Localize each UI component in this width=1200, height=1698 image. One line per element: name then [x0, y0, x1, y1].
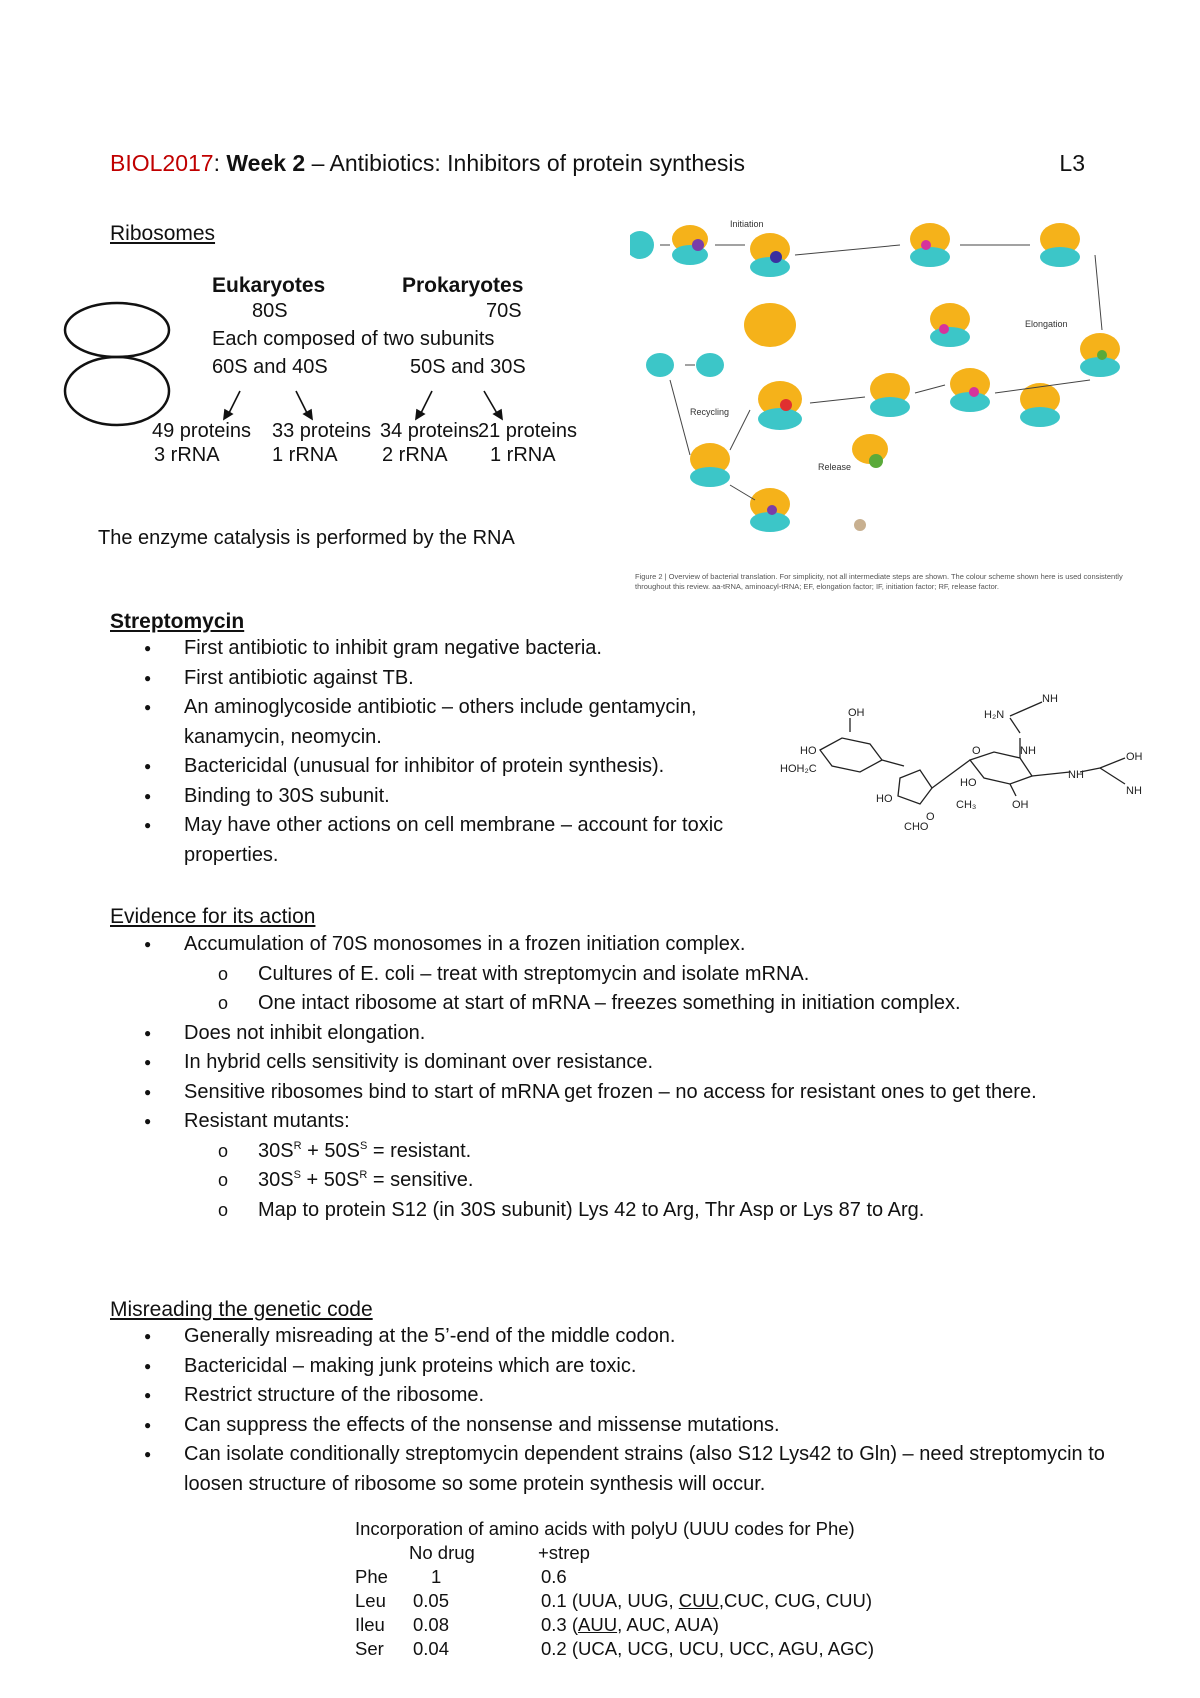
subunit-arrows — [200, 385, 560, 425]
sub-list-item: o Map to protein S12 (in 30S subunit) Lys 42 to Arg, Thr Asp or Lys 87 to Arg. — [184, 1196, 1110, 1226]
table-title: Incorporation of amino acids with polyU (UUU codes for Phe) — [355, 1518, 855, 1539]
streptomycin-title: Streptomycin — [110, 610, 245, 633]
mutant-text: = sensitive. — [367, 1169, 474, 1191]
structure-label: HO — [960, 777, 977, 789]
sub-list-item: o One intact ribosome at start of mRNA – freezes something in initiation complex. — [184, 989, 1110, 1019]
pro-small-proteins: 21 proteins — [478, 420, 577, 442]
eukaryotes-label: Eukaryotes — [212, 274, 326, 297]
cycle-label-recycling: Recycling — [690, 407, 730, 417]
euk-small-proteins: 33 proteins — [272, 420, 371, 442]
lecture-label: L3 — [1059, 150, 1085, 176]
row-strep — [541, 1614, 719, 1638]
pro-large-proteins: 34 proteins — [380, 420, 479, 442]
row-strep: 0.6 — [541, 1566, 567, 1587]
row-nodrug: 1 — [431, 1566, 442, 1587]
evidence-point: Resistant mutants: — [184, 1110, 350, 1132]
row-strep: 0.2 (UCA, UCG, UCU, UCC, AGU, AGC) — [541, 1638, 875, 1659]
row-aa: Ser — [355, 1638, 384, 1659]
structure-label: H₂N — [984, 709, 1005, 721]
eukaryote-subunits: 60S and 40S — [212, 356, 328, 378]
list-item: ● Bactericidal – making junk proteins which are toxic. — [110, 1352, 1110, 1382]
prokaryotes-label: Prokaryotes — [402, 274, 524, 297]
enzyme-note: The enzyme catalysis is performed by the RNA — [98, 527, 515, 549]
mutant-sup: S — [359, 1139, 368, 1152]
row-aa: Phe — [355, 1566, 388, 1587]
mutant-text: 30S — [258, 1139, 294, 1162]
mutant-text: + 50S — [301, 1139, 360, 1162]
heading-colon: : — [213, 150, 227, 176]
ribosome-figure-eight — [60, 300, 180, 430]
sub-list-item — [184, 1166, 1110, 1196]
list-item: ● Does not inhibit elongation. — [110, 1019, 1110, 1049]
mutant-text: = resistant. — [367, 1139, 472, 1162]
streptomycin-bullets — [110, 634, 790, 870]
structure-label: NH — [1068, 769, 1084, 781]
list-item — [110, 1107, 1110, 1225]
row-strep — [541, 1590, 872, 1614]
mutant-text: + 50S — [300, 1169, 360, 1191]
structure-label: NH — [1126, 785, 1142, 797]
course-code: BIOL2017 — [110, 150, 214, 176]
col-header-strep: +strep — [538, 1542, 590, 1563]
strep-text: , AUC, AUA) — [617, 1614, 719, 1635]
cycle-label-elongation: Elongation — [1025, 319, 1068, 329]
ribosomes-title: Ribosomes — [110, 222, 216, 245]
list-item: ● Bactericidal (unusual for inhibitor of protein synthesis). — [110, 752, 790, 782]
euk-small-rrna: 1 rRNA — [272, 444, 338, 466]
structure-label: CH₃ — [956, 799, 977, 811]
structure-label: OH — [1012, 799, 1029, 811]
strep-text: 0.3 ( — [541, 1614, 579, 1635]
ribosome-icons — [630, 223, 1120, 532]
eukaryote-ribosome-size: 80S — [252, 300, 288, 322]
pro-small-rrna: 1 rRNA — [490, 444, 556, 466]
row-nodrug: 0.05 — [413, 1590, 450, 1611]
figure-caption: Figure 2 | Overview of bacterial translation. For simplicity, not all intermediate steps are shown. The colour scheme shown here is used consistently throughout this review. aa-tRNA, aminoacyl-tRNA; EF, elongation factor; IF, initiation factor; RF, release factor. — [635, 572, 1123, 591]
evidence-point: Accumulation of 70S monosomes in a frozen initiation complex. — [184, 933, 746, 955]
strep-text: 0.1 (UUA, UUG, — [541, 1590, 679, 1611]
list-item: ● Binding to 30S subunit. — [110, 782, 790, 812]
list-item: ● First antibiotic against TB. — [110, 664, 790, 694]
euk-large-rrna: 3 rRNA — [154, 444, 220, 466]
prokaryote-subunits: 50S and 30S — [410, 356, 526, 378]
list-item — [110, 930, 1110, 1019]
structure-label: OH — [848, 707, 865, 719]
row-aa: Leu — [355, 1590, 386, 1611]
list-item: ● Restrict structure of the ribosome. — [110, 1381, 1110, 1411]
mutant-sup: R — [293, 1139, 302, 1152]
list-item: ● In hybrid cells sensitivity is dominant over resistance. — [110, 1048, 1110, 1078]
mutant-text: 30S — [258, 1169, 294, 1191]
list-item: ● First antibiotic to inhibit gram negative bacteria. — [110, 634, 790, 664]
structure-label: NH — [1042, 693, 1058, 705]
misreading-title: Misreading the genetic code — [110, 1298, 373, 1321]
euk-large-proteins: 49 proteins — [152, 420, 251, 442]
translation-cycle-figure — [630, 215, 1150, 595]
page-heading — [110, 150, 1085, 177]
subunit-composition: Each composed of two subunits — [212, 328, 495, 350]
sub-list-item — [184, 1137, 1110, 1167]
list-item: ● Can suppress the effects of the nonsense and missense mutations. — [110, 1411, 1110, 1441]
sub-list-item: o Cultures of E. coli – treat with streptomycin and isolate mRNA. — [184, 960, 1110, 990]
structure-label: HO — [800, 745, 817, 757]
evidence-title: Evidence for its action — [110, 905, 316, 928]
strep-text: ,CUC, CUG, CUU) — [718, 1590, 872, 1611]
cycle-label-initiation: Initiation — [730, 219, 764, 229]
row-nodrug: 0.08 — [413, 1614, 450, 1635]
row-aa: Ileu — [355, 1614, 385, 1635]
structure-label: HO — [876, 793, 893, 805]
pro-large-rrna: 2 rRNA — [382, 444, 448, 466]
list-item: ● Generally misreading at the 5’-end of the middle codon. — [110, 1322, 1110, 1352]
evidence-bullets — [110, 930, 1110, 1225]
evidence-subpoints — [184, 960, 1110, 1019]
structure-label: NH — [1020, 745, 1036, 757]
list-item: ● May have other actions on cell membrane – account for toxic properties. — [110, 811, 790, 870]
heading-title: – Antibiotics: Inhibitors of protein synthesis — [305, 150, 746, 176]
week-label: Week 2 — [226, 150, 306, 176]
streptomycin-structure — [780, 688, 1180, 838]
list-item: ● An aminoglycoside antibiotic – others include gentamycin, kanamycin, neomycin. — [110, 693, 790, 752]
prokaryote-ribosome-size: 70S — [486, 300, 522, 322]
strep-underlined: AUU — [578, 1614, 618, 1635]
structure-label: OH — [1126, 751, 1143, 763]
structure-label: O — [972, 745, 981, 757]
structure-label: CHO — [904, 821, 929, 833]
mutant-sup: S — [293, 1169, 301, 1181]
row-nodrug: 0.04 — [413, 1638, 450, 1659]
structure-label: HOH₂C — [780, 763, 817, 775]
col-header-nodrug: No drug — [409, 1542, 475, 1563]
cycle-label-release: Release — [818, 462, 852, 472]
misreading-bullets — [110, 1322, 1110, 1499]
list-item: ● Can isolate conditionally streptomycin dependent strains (also S12 Lys42 to Gln) – need streptomycin to loosen structure of ribosome so some protein synthesis will occur. — [110, 1440, 1110, 1499]
mutant-sup: R — [359, 1169, 368, 1181]
resistant-mutants — [184, 1137, 1110, 1226]
structure-label: O — [926, 811, 935, 823]
list-item: ● Sensitive ribosomes bind to start of mRNA get frozen – no access for resistant ones to get there. — [110, 1078, 1110, 1108]
strep-underlined: CUU — [678, 1590, 719, 1611]
